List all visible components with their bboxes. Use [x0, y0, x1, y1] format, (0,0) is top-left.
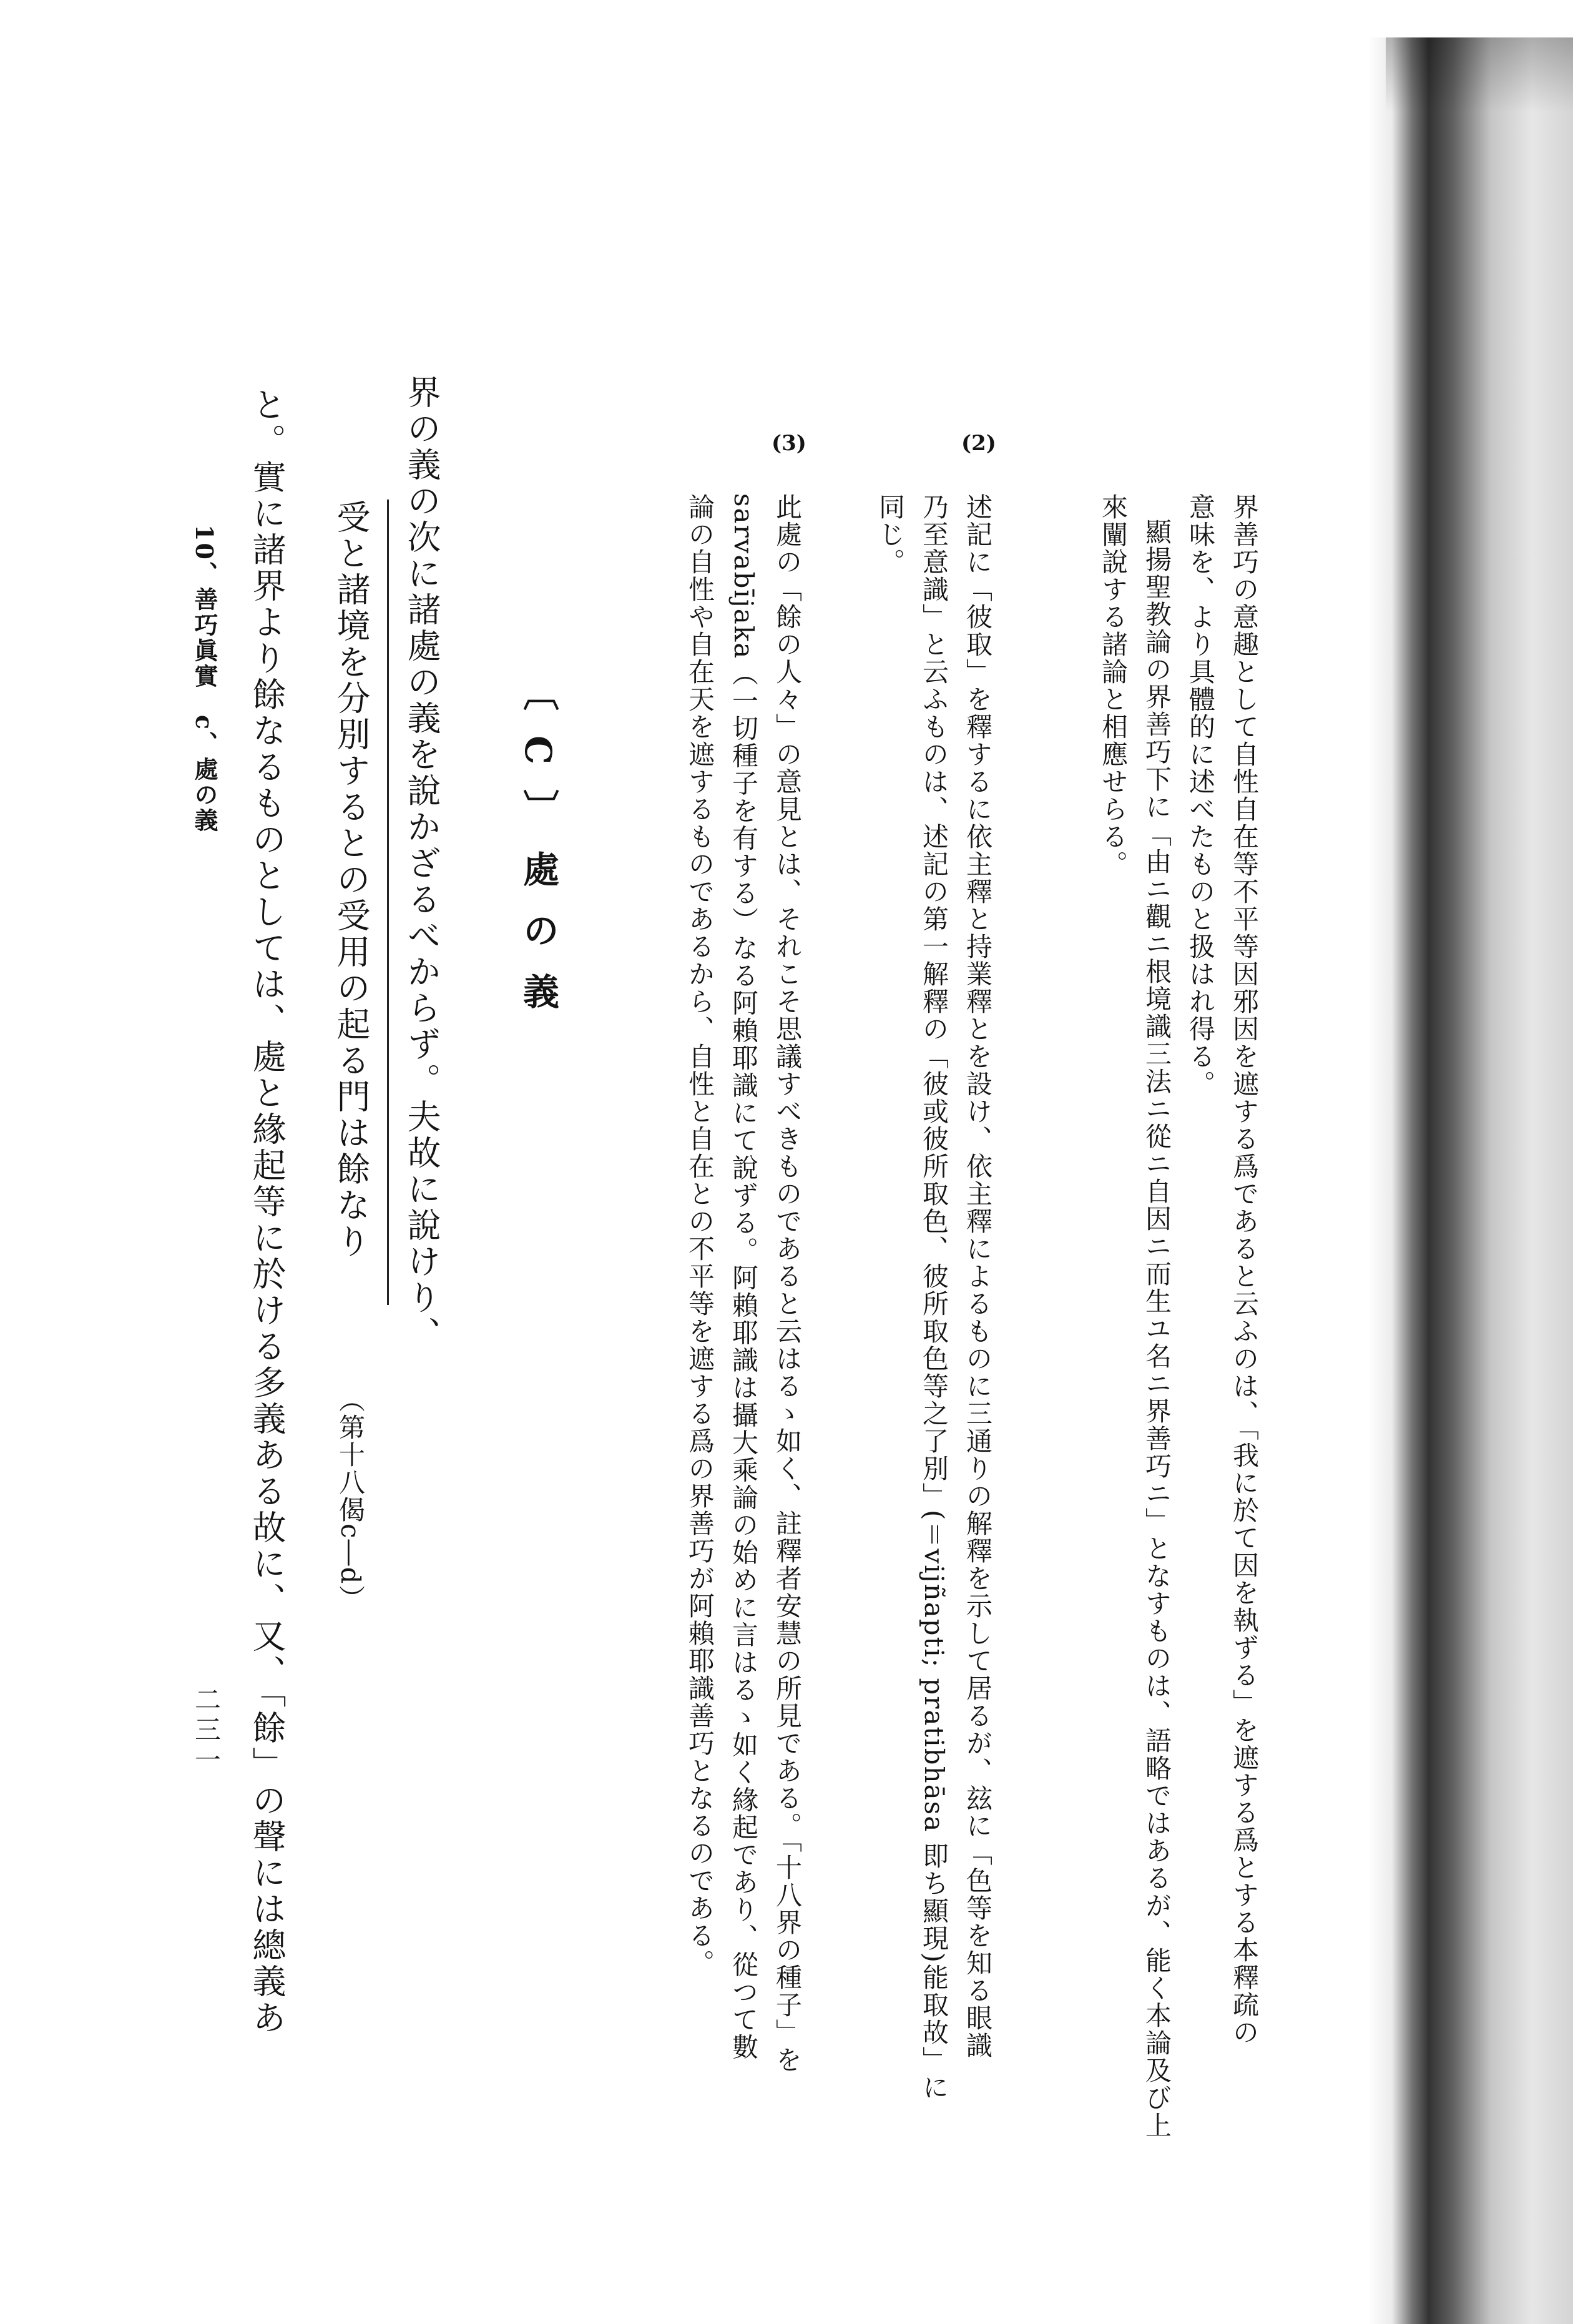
- running-head: 10、善巧眞實 c、處の義: [190, 524, 218, 834]
- body-column-3: 顯揚聖教論の界善巧下に「由ニ觀ニ根境識三法ニ從ニ自因ニ而生ユ名ニ界善巧ニ」となすものは、語略ではあるが、能く本論及び上: [1142, 518, 1172, 2139]
- body-column-9: sarvabījaka（一切種子を有する）なる阿賴耶識にて說ずる。阿賴耶識は攝大乘論の始めに言はるゝ如く緣起であり、從つて數: [728, 493, 759, 2061]
- body-column-7: 同じ。: [875, 493, 906, 576]
- body-column-2: 意味を、より具體的に述べたものと扱はれ得る。: [1185, 493, 1216, 1098]
- note-marker-2: (2): [961, 431, 996, 456]
- page-number: 二三一: [191, 1686, 222, 1776]
- note-marker-3: (3): [772, 431, 806, 456]
- book-gutter-top-shadow: [1386, 37, 1573, 112]
- body-column-6: 乃至意識」と云ふものは、述記の第一解釋の「彼或彼所取色、彼所取色等之了別」(＝vijñapti; pratibhāsa 即ち顯現)能取故」に: [919, 493, 949, 2101]
- section-heading: 〔C〕處の義: [517, 674, 559, 1035]
- verse-line: 受と諸境を分別するとの受用の起る門は餘なり: [331, 500, 371, 1260]
- body-column-8: 此處の「餘の人々」の意見とは、それこそ思議すべきものであると云はるゝ如く、註釋者安慧の所見である。「十八界の種子」を: [772, 493, 803, 2074]
- body-column-4: 來闡說する諸論と相應せらる。: [1098, 493, 1129, 878]
- body-column-13: と。實に諸界より餘なるものとしては、處と緣起等に於ける多義ある故に、又、「餘」の聲には總義あ: [247, 387, 287, 2036]
- book-gutter-shadow: [1367, 37, 1573, 2324]
- body-column-1: 界善巧の意趣として自性自在等不平等因邪因を遮する爲であると云ふのは、「我に於て因を執ずる」を遮する爲とする本釋疏の: [1229, 493, 1260, 2046]
- verse-reference: （第十八偈c―d）: [335, 1386, 366, 1613]
- body-column-11: 界の義の次に諸處の義を說かざるべからず。夫故に說けり、: [402, 375, 441, 1352]
- body-column-5: 述記に「彼取」を釋するに依主釋と持業釋とを設け、依主釋によるものに三通りの解釋を示して居るが、玆に「色等を知る眼識: [963, 493, 993, 2059]
- verse-marker-rule: [387, 500, 389, 1305]
- body-column-10: 論の自性や自在天を遮するものであるから、自性と自在との不平等を遮する爲の界善巧が阿賴耶識善巧となるのである。: [685, 493, 715, 1977]
